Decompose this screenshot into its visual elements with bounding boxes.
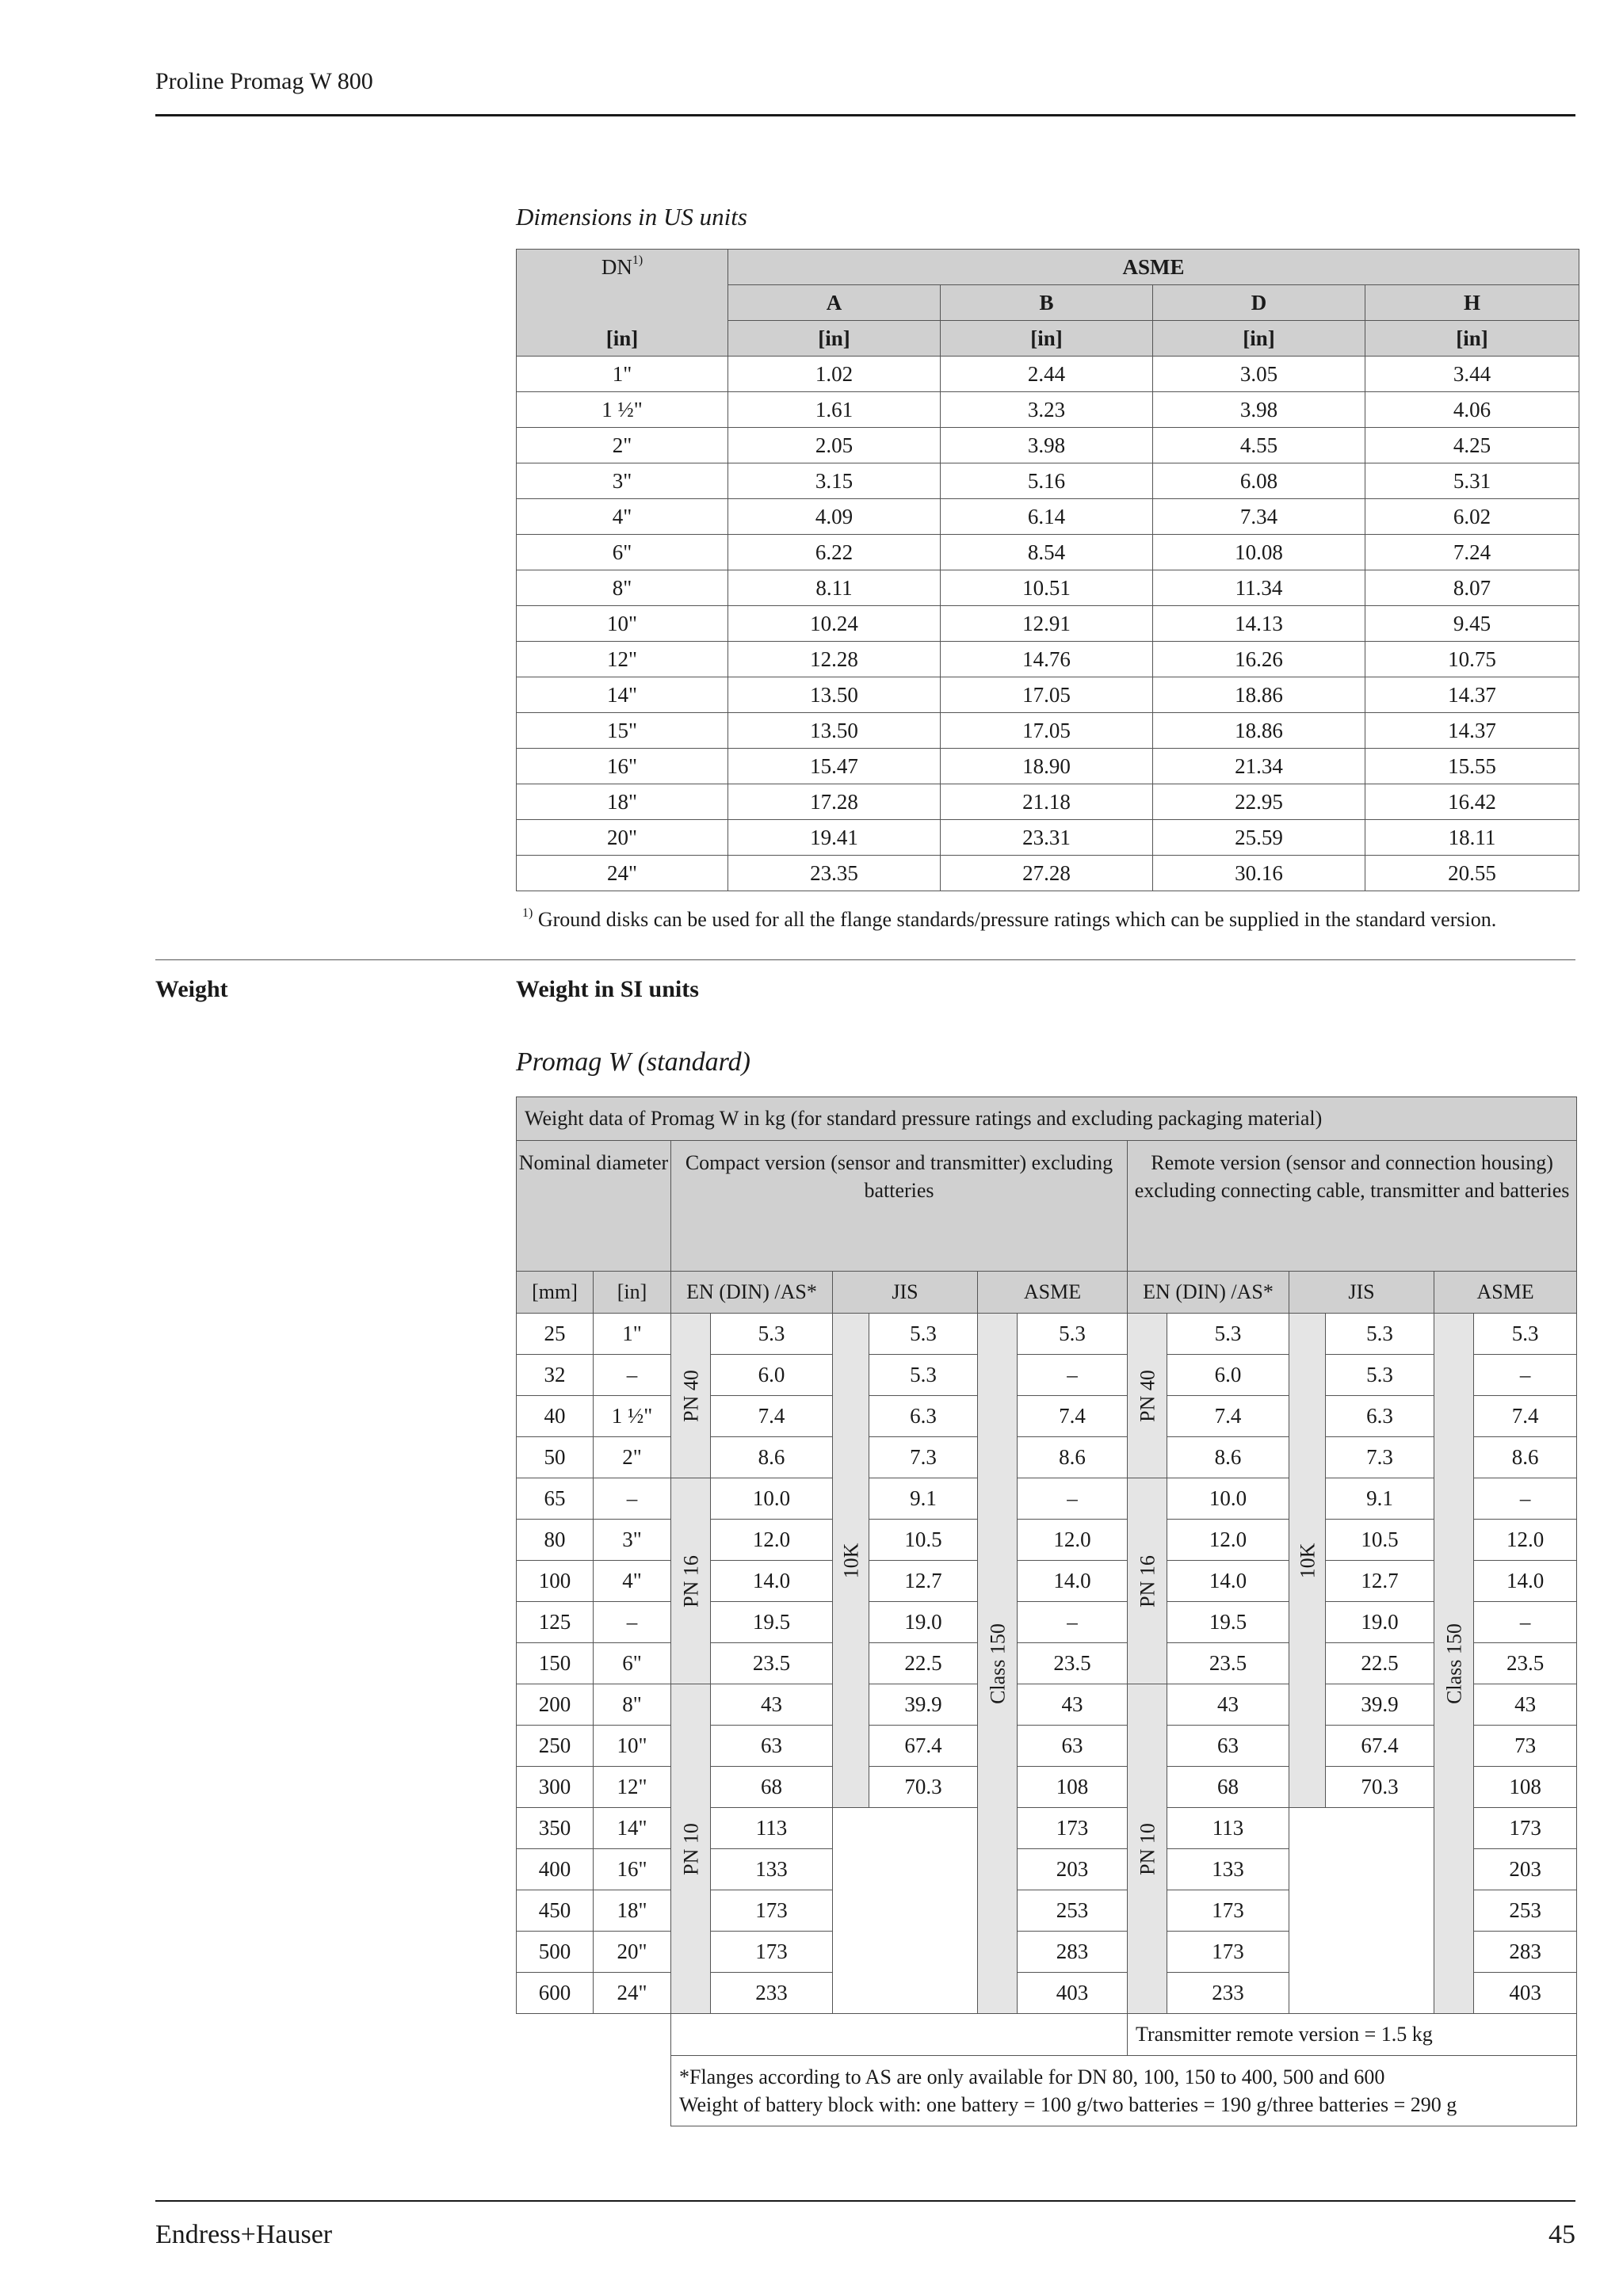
table-row	[517, 570, 1579, 606]
remote-en-cell: 113	[1167, 1808, 1289, 1849]
d-cell: 18.86	[1153, 677, 1365, 713]
compact-asme-cell: 203	[1018, 1849, 1128, 1890]
remote-en-cell: 68	[1167, 1767, 1289, 1808]
in-cell: 14"	[594, 1808, 671, 1849]
h-cell: 14.37	[1365, 713, 1579, 749]
h-cell: 18.11	[1365, 820, 1579, 856]
remote-asme-cell: –	[1474, 1355, 1577, 1396]
asme-group-header: ASME	[728, 250, 1579, 285]
band-label: PN 40	[1135, 1369, 1159, 1422]
d-cell: 7.34	[1153, 499, 1365, 535]
compact-asme-cell: 7.4	[1018, 1396, 1128, 1437]
b-cell: 6.14	[941, 499, 1153, 535]
compact-en-cell: 5.3	[711, 1314, 833, 1355]
compact-version-header: Compact version (sensor and transmitter) excluding batteries	[671, 1141, 1128, 1272]
compact-pressure-band	[671, 1314, 711, 1478]
remote-jis-cell: 67.4	[1326, 1726, 1434, 1767]
sub-mm: [mm]	[517, 1272, 594, 1314]
dn-cell: 1"	[517, 357, 728, 392]
compact-asme-cell: 63	[1018, 1726, 1128, 1767]
d-cell: 10.08	[1153, 535, 1365, 570]
b-cell: 8.54	[941, 535, 1153, 570]
a-cell: 4.09	[728, 499, 941, 535]
dn-cell: 15"	[517, 713, 728, 749]
compact-asme-cell: 403	[1018, 1973, 1128, 2014]
remote-asme-cell: 12.0	[1474, 1520, 1577, 1561]
in-cell: 18"	[594, 1890, 671, 1932]
b-cell: 12.91	[941, 606, 1153, 642]
in-cell: –	[594, 1602, 671, 1643]
dimensions-footnote: $^{1)}$ Ground disks can be used for all the flange standards/pressure ratings which can be supplied in the standard version.	[522, 906, 1497, 931]
compact-en-cell: 173	[711, 1932, 833, 1973]
d-cell: 30.16	[1153, 856, 1365, 891]
in-cell: 16"	[594, 1849, 671, 1890]
remote-jis-empty	[1289, 1808, 1434, 2014]
mm-cell: 250	[517, 1726, 594, 1767]
compact-en-cell: 63	[711, 1726, 833, 1767]
compact-jis-cell: 7.3	[869, 1437, 978, 1478]
dn-cell: 10"	[517, 606, 728, 642]
notes-row	[517, 2056, 1577, 2126]
a-cell: 23.35	[728, 856, 941, 891]
a-cell: 6.22	[728, 535, 941, 570]
unit-b: [in]	[941, 321, 1153, 357]
a-cell: 3.15	[728, 463, 941, 499]
footer-brand: Endress+Hauser	[155, 2220, 333, 2249]
remote-en-cell: 133	[1167, 1849, 1289, 1890]
d-cell: 16.26	[1153, 642, 1365, 677]
a-cell: 8.11	[728, 570, 941, 606]
compact-jis-cell: 9.1	[869, 1478, 978, 1520]
dn-cell: 12"	[517, 642, 728, 677]
remote-asme-cell: 8.6	[1474, 1437, 1577, 1478]
remote-en-cell: 43	[1167, 1684, 1289, 1726]
compact-asme-cell: 173	[1018, 1808, 1128, 1849]
remote-pressure-band	[1128, 1314, 1167, 1478]
in-cell: 4"	[594, 1561, 671, 1602]
a-cell: 13.50	[728, 713, 941, 749]
compact-asme-cell: –	[1018, 1478, 1128, 1520]
compact-pressure-band	[671, 1684, 711, 2014]
b-cell: 18.90	[941, 749, 1153, 784]
d-cell: 4.55	[1153, 428, 1365, 463]
band-label: PN 10	[1135, 1822, 1159, 1875]
compact-asme-cell: 108	[1018, 1767, 1128, 1808]
remote-en-cell: 7.4	[1167, 1396, 1289, 1437]
compact-jis-empty	[833, 1808, 978, 2014]
mm-cell: 100	[517, 1561, 594, 1602]
sub-compact-asme: ASME	[978, 1272, 1128, 1314]
a-cell: 10.24	[728, 606, 941, 642]
d-cell: 6.08	[1153, 463, 1365, 499]
unit-dn: [in]	[517, 321, 728, 357]
remote-jis-cell: 5.3	[1326, 1314, 1434, 1355]
remote-en-cell: 233	[1167, 1973, 1289, 2014]
compact-jis-cell: 10.5	[869, 1520, 978, 1561]
mm-cell: 65	[517, 1478, 594, 1520]
compact-asme-cell: 8.6	[1018, 1437, 1128, 1478]
mm-cell: 400	[517, 1849, 594, 1890]
band-label: PN 16	[1135, 1554, 1159, 1608]
compact-asme-cell: –	[1018, 1355, 1128, 1396]
dn-cell: 24"	[517, 856, 728, 891]
table-row	[517, 784, 1579, 820]
mm-cell: 600	[517, 1973, 594, 2014]
sub-remote-asme: ASME	[1434, 1272, 1577, 1314]
remote-asme-cell: 23.5	[1474, 1643, 1577, 1684]
footer-rule	[155, 2200, 1575, 2202]
remote-en-cell: 173	[1167, 1890, 1289, 1932]
compact-jis-cell: 6.3	[869, 1396, 978, 1437]
compact-jis-cell: 70.3	[869, 1767, 978, 1808]
note-battery-weight: Weight of battery block with: one battery = 100 g/two batteries = 190 g/three batteries = 290 g	[679, 2093, 1457, 2116]
remote-en-cell: 8.6	[1167, 1437, 1289, 1478]
compact-jis-cell: 19.0	[869, 1602, 978, 1643]
mm-cell: 125	[517, 1602, 594, 1643]
b-cell: 17.05	[941, 677, 1153, 713]
h-cell: 20.55	[1365, 856, 1579, 891]
d-cell: 21.34	[1153, 749, 1365, 784]
blank-compact	[671, 2014, 1128, 2056]
remote-en-cell: 5.3	[1167, 1314, 1289, 1355]
sub-remote-jis: JIS	[1289, 1272, 1434, 1314]
dimensions-caption: Dimensions in US units	[516, 203, 747, 231]
remote-jis-cell: 19.0	[1326, 1602, 1434, 1643]
blank-left	[517, 2014, 671, 2126]
compact-jis-cell: 67.4	[869, 1726, 978, 1767]
dn-cell: 6"	[517, 535, 728, 570]
remote-jis-cell: 22.5	[1326, 1643, 1434, 1684]
table-row	[517, 642, 1579, 677]
b-cell: 2.44	[941, 357, 1153, 392]
dn-header-blank	[517, 285, 728, 321]
in-cell: 1 ½"	[594, 1396, 671, 1437]
h-cell: 6.02	[1365, 499, 1579, 535]
col-a-header: A	[728, 285, 941, 321]
col-d-header: D	[1153, 285, 1365, 321]
band-label: 10K	[838, 1543, 862, 1578]
compact-en-cell: 133	[711, 1849, 833, 1890]
b-cell: 27.28	[941, 856, 1153, 891]
compact-class150-band	[978, 1314, 1018, 2014]
in-cell: 20"	[594, 1932, 671, 1973]
d-cell: 18.86	[1153, 713, 1365, 749]
remote-en-cell: 14.0	[1167, 1561, 1289, 1602]
h-cell: 9.45	[1365, 606, 1579, 642]
remote-asme-cell: –	[1474, 1478, 1577, 1520]
table-row	[517, 1314, 1577, 1355]
remote-asme-cell: 14.0	[1474, 1561, 1577, 1602]
remote-class150-band	[1434, 1314, 1474, 2014]
header-title: Proline Promag W 800	[155, 68, 373, 94]
mm-cell: 350	[517, 1808, 594, 1849]
band-label: PN 10	[678, 1822, 702, 1875]
h-cell: 7.24	[1365, 535, 1579, 570]
table-row	[517, 499, 1579, 535]
compact-asme-cell: 5.3	[1018, 1314, 1128, 1355]
h-cell: 10.75	[1365, 642, 1579, 677]
in-cell: 2"	[594, 1437, 671, 1478]
table-row	[517, 820, 1579, 856]
a-cell: 17.28	[728, 784, 941, 820]
unit-a: [in]	[728, 321, 941, 357]
b-cell: 23.31	[941, 820, 1153, 856]
compact-en-cell: 23.5	[711, 1643, 833, 1684]
col-b-header: B	[941, 285, 1153, 321]
dn-header: DN$^{1)}$	[517, 250, 728, 285]
mm-cell: 500	[517, 1932, 594, 1973]
d-cell: 11.34	[1153, 570, 1365, 606]
compact-asme-cell: 12.0	[1018, 1520, 1128, 1561]
h-cell: 14.37	[1365, 677, 1579, 713]
a-cell: 2.05	[728, 428, 941, 463]
d-cell: 25.59	[1153, 820, 1365, 856]
a-cell: 1.02	[728, 357, 941, 392]
table-row	[517, 677, 1579, 713]
compact-en-cell: 14.0	[711, 1561, 833, 1602]
b-cell: 10.51	[941, 570, 1153, 606]
weight-table-title: Weight data of Promag W in kg (for standard pressure ratings and excluding packaging material)	[517, 1097, 1577, 1141]
h-cell: 4.06	[1365, 392, 1579, 428]
compact-en-cell: 43	[711, 1684, 833, 1726]
compact-asme-cell: 23.5	[1018, 1643, 1128, 1684]
mm-cell: 25	[517, 1314, 594, 1355]
a-cell: 12.28	[728, 642, 941, 677]
page-number: 45	[1549, 2220, 1575, 2249]
remote-version-header: Remote version (sensor and connection housing) excluding connecting cable, transmitter and batteries	[1128, 1141, 1577, 1272]
sub-compact-en: EN (DIN) /AS*	[671, 1272, 833, 1314]
remote-asme-cell: 283	[1474, 1932, 1577, 1973]
remote-jis-cell: 70.3	[1326, 1767, 1434, 1808]
promag-caption: Promag W (standard)	[516, 1047, 750, 1077]
dn-cell: 20"	[517, 820, 728, 856]
weight-table	[516, 1097, 1577, 2126]
h-cell: 3.44	[1365, 357, 1579, 392]
remote-en-cell: 23.5	[1167, 1643, 1289, 1684]
compact-pressure-band	[671, 1478, 711, 1684]
col-h-header: H	[1365, 285, 1579, 321]
sub-remote-en: EN (DIN) /AS*	[1128, 1272, 1289, 1314]
compact-en-cell: 68	[711, 1767, 833, 1808]
compact-en-cell: 19.5	[711, 1602, 833, 1643]
remote-asme-cell: 43	[1474, 1684, 1577, 1726]
table-row	[517, 606, 1579, 642]
d-cell: 22.95	[1153, 784, 1365, 820]
h-cell: 8.07	[1365, 570, 1579, 606]
h-cell: 5.31	[1365, 463, 1579, 499]
remote-jis-cell: 39.9	[1326, 1684, 1434, 1726]
remote-asme-cell: 173	[1474, 1808, 1577, 1849]
a-cell: 19.41	[728, 820, 941, 856]
compact-jis-cell: 22.5	[869, 1643, 978, 1684]
d-cell: 3.98	[1153, 392, 1365, 428]
compact-en-cell: 12.0	[711, 1520, 833, 1561]
compact-asme-cell: 283	[1018, 1932, 1128, 1973]
band-label: PN 16	[678, 1554, 702, 1608]
mm-cell: 32	[517, 1355, 594, 1396]
a-cell: 13.50	[728, 677, 941, 713]
band-label: Class 150	[985, 1623, 1009, 1704]
remote-asme-cell: –	[1474, 1602, 1577, 1643]
b-cell: 17.05	[941, 713, 1153, 749]
d-cell: 14.13	[1153, 606, 1365, 642]
remote-en-cell: 173	[1167, 1932, 1289, 1973]
compact-en-cell: 233	[711, 1973, 833, 2014]
mm-cell: 450	[517, 1890, 594, 1932]
dn-cell: 18"	[517, 784, 728, 820]
remote-en-cell: 63	[1167, 1726, 1289, 1767]
b-cell: 3.98	[941, 428, 1153, 463]
remote-asme-cell: 403	[1474, 1973, 1577, 2014]
sub-compact-jis: JIS	[833, 1272, 978, 1314]
unit-d: [in]	[1153, 321, 1365, 357]
remote-asme-cell: 5.3	[1474, 1314, 1577, 1355]
compact-asme-cell: 253	[1018, 1890, 1128, 1932]
note-as-flanges: *Flanges according to AS are only available for DN 80, 100, 150 to 400, 500 and 600	[679, 2065, 1385, 2088]
dn-cell: 8"	[517, 570, 728, 606]
in-cell: 1"	[594, 1314, 671, 1355]
remote-jis-cell: 9.1	[1326, 1478, 1434, 1520]
remote-jis-cell: 12.7	[1326, 1561, 1434, 1602]
mm-cell: 300	[517, 1767, 594, 1808]
compact-jis-cell: 5.3	[869, 1314, 978, 1355]
table-row	[517, 749, 1579, 784]
remote-asme-cell: 73	[1474, 1726, 1577, 1767]
remote-jis-cell: 7.3	[1326, 1437, 1434, 1478]
dn-cell: 4"	[517, 499, 728, 535]
compact-asme-cell: 14.0	[1018, 1561, 1128, 1602]
table-row	[517, 428, 1579, 463]
compact-en-cell: 7.4	[711, 1396, 833, 1437]
dn-cell: 1 ½"	[517, 392, 728, 428]
dn-cell: 2"	[517, 428, 728, 463]
a-cell: 1.61	[728, 392, 941, 428]
table-row	[517, 1684, 1577, 1726]
d-cell: 3.05	[1153, 357, 1365, 392]
remote-10k-band	[1289, 1314, 1326, 1808]
weight-section-title: Weight in SI units	[516, 976, 699, 1002]
dn-cell: 3"	[517, 463, 728, 499]
remote-en-cell: 6.0	[1167, 1355, 1289, 1396]
mm-cell: 80	[517, 1520, 594, 1561]
b-cell: 14.76	[941, 642, 1153, 677]
compact-asme-cell: –	[1018, 1602, 1128, 1643]
compact-en-cell: 113	[711, 1808, 833, 1849]
header-rule	[155, 114, 1575, 116]
in-cell: 6"	[594, 1643, 671, 1684]
nominal-diameter-header: Nominal diameter	[517, 1141, 671, 1272]
weight-side-label: Weight	[155, 976, 228, 1002]
band-label: Class 150	[1442, 1623, 1465, 1704]
in-cell: 8"	[594, 1684, 671, 1726]
h-cell: 4.25	[1365, 428, 1579, 463]
remote-en-cell: 12.0	[1167, 1520, 1289, 1561]
compact-jis-cell: 12.7	[869, 1561, 978, 1602]
compact-10k-band	[833, 1314, 869, 1808]
band-label: 10K	[1295, 1543, 1319, 1578]
compact-en-cell: 173	[711, 1890, 833, 1932]
table-row	[517, 392, 1579, 428]
band-label: PN 40	[678, 1369, 702, 1422]
table-row	[517, 856, 1579, 891]
remote-en-cell: 19.5	[1167, 1602, 1289, 1643]
section-divider	[155, 959, 1575, 960]
table-row	[517, 713, 1579, 749]
in-cell: 10"	[594, 1726, 671, 1767]
mm-cell: 40	[517, 1396, 594, 1437]
table-row	[517, 463, 1579, 499]
compact-jis-cell: 5.3	[869, 1355, 978, 1396]
remote-asme-cell: 203	[1474, 1849, 1577, 1890]
table-row	[517, 1478, 1577, 1520]
dimensions-table	[516, 249, 1579, 891]
remote-asme-cell: 7.4	[1474, 1396, 1577, 1437]
in-cell: 12"	[594, 1767, 671, 1808]
remote-jis-cell: 6.3	[1326, 1396, 1434, 1437]
mm-cell: 200	[517, 1684, 594, 1726]
in-cell: –	[594, 1478, 671, 1520]
remote-jis-cell: 10.5	[1326, 1520, 1434, 1561]
compact-en-cell: 6.0	[711, 1355, 833, 1396]
mm-cell: 150	[517, 1643, 594, 1684]
remote-en-cell: 10.0	[1167, 1478, 1289, 1520]
remote-pressure-band	[1128, 1684, 1167, 2014]
in-cell: 24"	[594, 1973, 671, 2014]
compact-jis-cell: 39.9	[869, 1684, 978, 1726]
transmitter-note-row	[517, 2014, 1577, 2056]
b-cell: 21.18	[941, 784, 1153, 820]
in-cell: 3"	[594, 1520, 671, 1561]
transmitter-note: Transmitter remote version = 1.5 kg	[1128, 2014, 1577, 2056]
remote-asme-cell: 253	[1474, 1890, 1577, 1932]
unit-h: [in]	[1365, 321, 1579, 357]
b-cell: 5.16	[941, 463, 1153, 499]
remote-pressure-band	[1128, 1478, 1167, 1684]
b-cell: 3.23	[941, 392, 1153, 428]
mm-cell: 50	[517, 1437, 594, 1478]
h-cell: 15.55	[1365, 749, 1579, 784]
remote-asme-cell: 108	[1474, 1767, 1577, 1808]
compact-asme-cell: 43	[1018, 1684, 1128, 1726]
weight-notes	[671, 2056, 1577, 2126]
remote-jis-cell: 5.3	[1326, 1355, 1434, 1396]
in-cell: –	[594, 1355, 671, 1396]
dn-cell: 14"	[517, 677, 728, 713]
h-cell: 16.42	[1365, 784, 1579, 820]
compact-en-cell: 10.0	[711, 1478, 833, 1520]
table-row	[517, 357, 1579, 392]
sub-in: [in]	[594, 1272, 671, 1314]
dn-cell: 16"	[517, 749, 728, 784]
compact-en-cell: 8.6	[711, 1437, 833, 1478]
a-cell: 15.47	[728, 749, 941, 784]
table-row	[517, 535, 1579, 570]
